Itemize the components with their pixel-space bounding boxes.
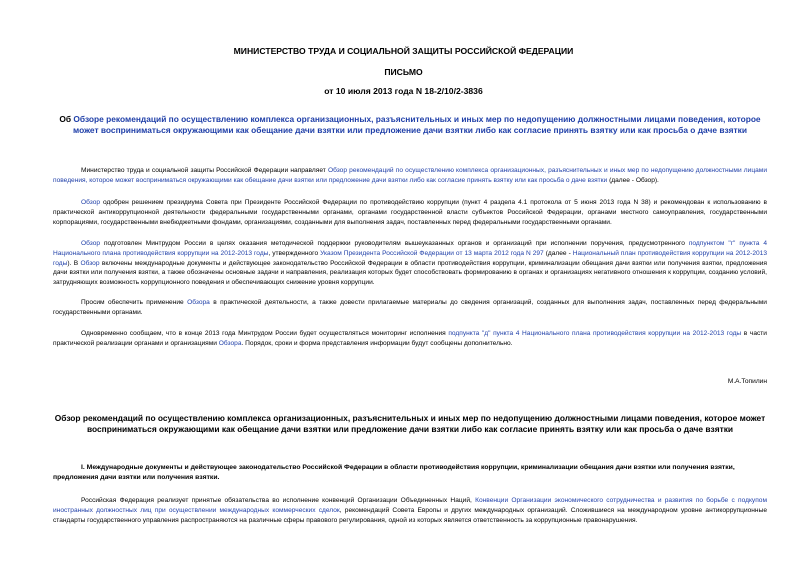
p1-text-1: Министерство труда и социальной защиты Российской Федерации направляет bbox=[81, 167, 328, 174]
p5-text-3: . Порядок, сроки и форма представления информации будут сообщены дополнительно. bbox=[241, 339, 513, 347]
section-1-paragraph bbox=[53, 496, 767, 525]
subject-link[interactable]: Обзоре рекомендаций по осуществлению комплекса организационных, разъяснительных и иных мер по недопущению должностными лицами поведения, которое может восприниматься окружающими как обещание дачи взятки или предложение дачи взятки либо как согласие принять взятку или как просьба о даче взятки bbox=[73, 114, 761, 135]
p2-text-1: одобрен решением президиума Совета при Президенте Российской Федерации по противодействию коррупции (пункт 4 раздела 4.1 протокола от 5 июня 2013 года N 38) и рекомендован к использованию в практической антикоррупционной деятельности федеральными государственными органами, органами государственной власти субъектов Российской Федерации, органами местного самоуправления, государственными корпорациями, государственными внебюджетными фондами, организациями, созданными для выполнения задач, поставленных перед федеральными государственными органами. bbox=[53, 199, 767, 226]
p2-link-1[interactable]: Обзор bbox=[81, 199, 101, 206]
p3-text-3: (далее - bbox=[543, 249, 573, 257]
p3-link-4[interactable]: Национальный план противодействия коррупции на 2012-2013 годы bbox=[53, 249, 767, 267]
p4-text-1: Просим обеспечить применение bbox=[81, 299, 188, 306]
paragraph-3 bbox=[53, 239, 767, 288]
letter-subject bbox=[53, 114, 767, 136]
p5-link-1[interactable]: подпункта "д" пункта 4 Национального плана противодействия коррупции на 2012-2013 годы bbox=[448, 330, 742, 337]
p1-link-1[interactable]: Обзор рекомендаций по осуществлению комплекса организационных, разъяснительных и иных мер по недопущению должностными лицами поведения, которое может восприниматься окружающими как обещание дачи взятки или предложение дачи взятки либо как согласие принять взятку или как просьба о даче взятки bbox=[53, 167, 767, 184]
p4-link-1[interactable]: Обзора bbox=[187, 299, 210, 306]
s1-link-1[interactable]: Конвенции Организации экономического сотрудничества и развития по борьбе с подкупом иностранных должностных лиц при осуществлении международных коммерческих сделок bbox=[53, 497, 767, 514]
paragraph-1 bbox=[53, 166, 767, 186]
p5-text-1: Одновременно сообщаем, что в конце 2013 года Минтрудом России будет осуществляться мониторинг исполнения bbox=[81, 330, 449, 337]
subject-prefix: Об bbox=[59, 114, 74, 124]
p3-text-5: включены международные документы и действующее законодательство Российской Федерации в области противодействия коррупции, криминализации обещания дачи взятки или получения взятки, предложения дачи взятки или получения взятки, а также обозначены основные задачи и направления, реализация которых будет способствовать формированию в органах и организациях негативного отношения к коррупции, созданию условий, затрудняющих возможность коррупционного поведения и обеспечивающих снижение уровня коррупции. bbox=[53, 259, 767, 287]
p3-link-1[interactable]: Обзор bbox=[81, 240, 101, 247]
signature: М.А.Топилин bbox=[727, 378, 767, 385]
p3-link-5[interactable]: Обзор bbox=[80, 259, 100, 267]
paragraph-2 bbox=[53, 198, 767, 227]
p4-text-2: в практической деятельности, а также довести прилагаемые материалы до сведения организаций, созданных для выполнения задач, поставленных перед федеральными государственными органами. bbox=[53, 299, 767, 316]
document-date: от 10 июля 2013 года N 18-2/10/2-3836 bbox=[324, 86, 483, 96]
p3-text-2: , утвержденного bbox=[268, 249, 321, 257]
p3-link-3[interactable]: Указом Президента Российской Федерации от 13 марта 2012 года N 297 bbox=[320, 249, 544, 257]
document-type: ПИСЬМО bbox=[384, 67, 423, 77]
p3-link-2[interactable]: подпунктом "г" пункта 4 Национального плана противодействия коррупции на 2012-2013 годы bbox=[53, 240, 767, 257]
p5-text-2: в части практической реализации органами и организациями bbox=[53, 330, 767, 347]
paragraph-4 bbox=[53, 298, 767, 318]
ministry-heading: МИНИСТЕРСТВО ТРУДА И СОЦИАЛЬНОЙ ЗАЩИТЫ РОССИЙСКОЙ ФЕДЕРАЦИИ bbox=[233, 46, 574, 56]
s1-text-2: , рекомендаций Совета Европы и других международных организаций. Сложившиеся на международном уровне антикоррупционные стандарты государственного управления распространяются на различные сферы правового регулирования, одной из которых является ответственность за коррупционные правонарушения. bbox=[53, 506, 767, 524]
section-1-heading: I. Международные документы и действующее законодательство Российской Федерации в области противодействия коррупции, криминализации обещания дачи взятки или получения взятки, предложения дачи взятки или получения взятки. bbox=[53, 464, 735, 481]
p5-link-2[interactable]: Обзора bbox=[218, 339, 242, 347]
p3-text-1: подготовлен Минтрудом России в целях оказания методической поддержки руководителям вышеуказанных органов и организаций при исполнении поручения, предусмотренного bbox=[100, 240, 689, 247]
p1-text-2: (далее - Обзор). bbox=[607, 176, 659, 184]
p3-text-4: ). В bbox=[67, 259, 81, 267]
paragraph-5 bbox=[53, 329, 767, 349]
s1-text-1: Российская Федерация реализует принятые обязательства во исполнение конвенций Организации Объединенных Наций, bbox=[81, 497, 476, 504]
overview-title: Обзор рекомендаций по осуществлению комплекса организационных, разъяснительных и иных мер по недопущению должностными лицами поведения, которое может восприниматься окружающими как обещание дачи взятки или предложение дачи взятки либо как согласие принять взятку или как просьба о даче взятки bbox=[54, 413, 766, 434]
